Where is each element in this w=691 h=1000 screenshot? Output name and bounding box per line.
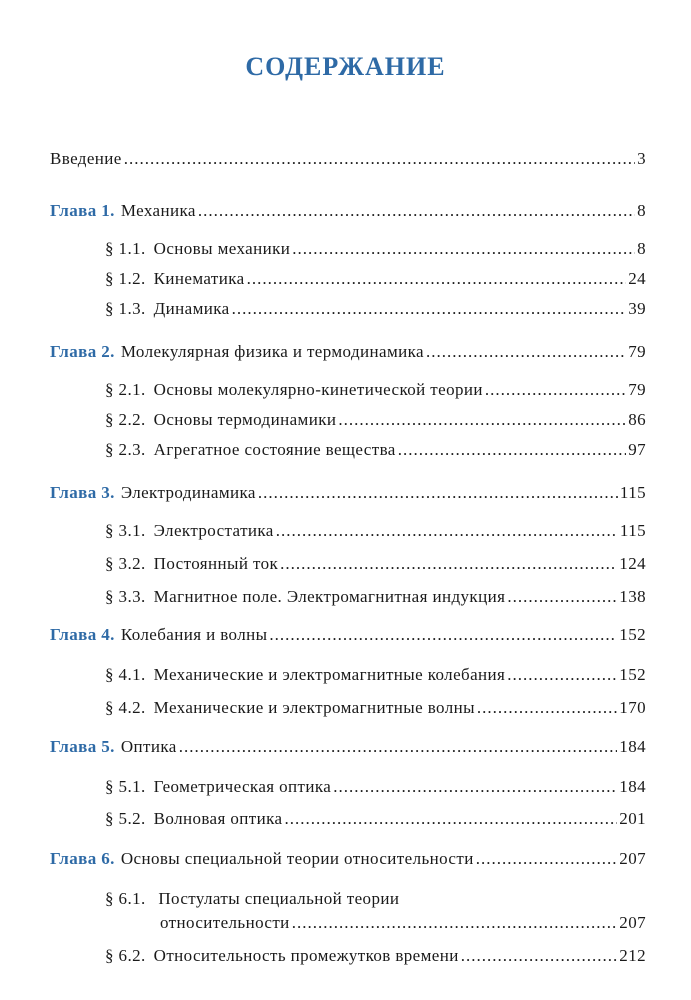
toc-entry-text: Механические и электромагнитные колебания (153, 665, 506, 684)
toc-entry-text: Колебания и волны (120, 625, 268, 644)
toc-entry-text: Постулаты специальной теории (158, 889, 400, 908)
toc-entry-text: Молекулярная физика и термодинамика (120, 342, 424, 361)
dot-leader (477, 697, 617, 719)
toc-section-3-2[interactable] (105, 553, 646, 575)
section-number: § 2.1. (105, 380, 146, 399)
toc-section-6-1-continued[interactable] (160, 912, 646, 934)
toc-section-5-2[interactable] (105, 808, 646, 830)
dot-leader (232, 298, 627, 320)
toc-entry-text: Электродинамика (120, 483, 256, 502)
page-title: СОДЕРЖАНИЕ (245, 52, 446, 81)
dot-leader (284, 808, 617, 830)
chapter-label: Глава 1. (50, 201, 115, 220)
toc-page-number: 3 (637, 149, 646, 168)
dot-leader (247, 268, 627, 290)
toc-chapter-4[interactable] (50, 624, 646, 646)
section-number: § 5.2. (105, 809, 146, 828)
toc-section-2-3[interactable] (105, 439, 646, 461)
toc-page-number: 184 (619, 737, 646, 756)
toc-section-1-1[interactable] (105, 238, 646, 260)
toc-chapter-1[interactable] (50, 200, 646, 222)
toc-entry-text: Относительность промежутков времени (153, 946, 459, 965)
toc-section-5-1[interactable] (105, 776, 646, 798)
dot-leader (124, 148, 635, 170)
section-number: § 6.1. (105, 889, 146, 908)
dot-leader (398, 439, 626, 461)
dot-leader (258, 482, 618, 504)
toc-entry-text: Агрегатное состояние вещества (153, 440, 396, 459)
toc-chapter-3[interactable] (50, 482, 646, 504)
toc-entry-text-line2: относительности (160, 913, 290, 932)
toc-section-4-1[interactable] (105, 664, 646, 686)
toc-page-number: 79 (628, 342, 646, 361)
section-number: § 2.2. (105, 410, 146, 429)
toc-page-number: 97 (628, 440, 646, 459)
toc-page-number: 124 (619, 554, 646, 573)
dot-leader (280, 553, 617, 575)
toc-page-number: 8 (637, 239, 646, 258)
toc-page-number: 86 (628, 410, 646, 429)
toc-entry-text: Волновая оптика (153, 809, 283, 828)
toc-entry-text: Кинематика (153, 269, 245, 288)
dot-leader (292, 238, 635, 260)
dot-leader (338, 409, 626, 431)
chapter-label: Глава 6. (50, 849, 115, 868)
toc-entry-text: Динамика (153, 299, 230, 318)
dot-leader (507, 664, 617, 686)
toc-entry-text: Геометрическая оптика (153, 777, 332, 796)
toc-entry-text: Основы специальной теории относительности (120, 849, 474, 868)
toc-entry-text: Механика (120, 201, 196, 220)
dot-leader (198, 200, 635, 222)
toc-section-3-1[interactable] (105, 520, 646, 542)
toc-entry-text: Оптика (120, 737, 177, 756)
toc-page-number: 115 (619, 483, 646, 502)
toc-page-number: 8 (637, 201, 646, 220)
toc-section-1-3[interactable] (105, 298, 646, 320)
section-number: § 4.2. (105, 698, 146, 717)
dot-leader (333, 776, 617, 798)
chapter-label: Глава 4. (50, 625, 115, 644)
toc-entry-text: Постоянный ток (153, 554, 279, 573)
section-number: § 1.3. (105, 299, 146, 318)
dot-leader (276, 520, 618, 542)
chapter-label: Глава 3. (50, 483, 115, 502)
toc-page-number: 39 (628, 299, 646, 318)
toc-page-number: 170 (619, 698, 646, 717)
toc-entry-text: Магнитное поле. Электромагнитная индукция (153, 587, 506, 606)
dot-leader (426, 341, 626, 363)
toc-entry-text: Механические и электромагнитные волны (153, 698, 475, 717)
toc-page-number: 138 (619, 587, 646, 606)
section-number: § 4.1. (105, 665, 146, 684)
section-number: § 6.2. (105, 946, 146, 965)
toc-section-4-2[interactable] (105, 697, 646, 719)
toc-section-6-2[interactable] (105, 945, 646, 967)
toc-page-number: 79 (628, 380, 646, 399)
dot-leader (269, 624, 617, 646)
section-number: § 3.1. (105, 521, 146, 540)
toc-chapter-5[interactable] (50, 736, 646, 758)
toc-section-2-1[interactable] (105, 379, 646, 401)
toc-entry-intro[interactable] (50, 148, 646, 170)
toc-section-3-3[interactable] (105, 586, 646, 608)
section-number: § 2.3. (105, 440, 146, 459)
toc-page-number: 152 (619, 665, 646, 684)
toc-chapter-6[interactable] (50, 848, 646, 870)
dot-leader (292, 912, 618, 934)
toc-entry-text: Введение (50, 149, 122, 168)
toc-page-number: 115 (619, 521, 646, 540)
toc-entry-text: Основы механики (153, 239, 291, 258)
chapter-label: Глава 5. (50, 737, 115, 756)
toc-entry-text: Электростатика (153, 521, 274, 540)
chapter-label: Глава 2. (50, 342, 115, 361)
toc-page-number: 207 (619, 849, 646, 868)
dot-leader (476, 848, 618, 870)
toc-page-number: 207 (619, 913, 646, 932)
dot-leader (179, 736, 618, 758)
toc-section-2-2[interactable] (105, 409, 646, 431)
section-number: § 1.2. (105, 269, 146, 288)
toc-section-1-2[interactable] (105, 268, 646, 290)
toc-page-number: 152 (619, 625, 646, 644)
toc-page-number: 201 (619, 809, 646, 828)
dot-leader (461, 945, 618, 967)
dot-leader (507, 586, 617, 608)
dot-leader (485, 379, 626, 401)
toc-page-number: 184 (619, 777, 646, 796)
section-number: § 3.3. (105, 587, 146, 606)
section-number: § 5.1. (105, 777, 146, 796)
toc-entry-text: Основы молекулярно-кинетической теории (153, 380, 483, 399)
section-number: § 3.2. (105, 554, 146, 573)
toc-chapter-2[interactable] (50, 341, 646, 363)
toc-page-number: 24 (628, 269, 646, 288)
toc-entry-text: Основы термодинамики (153, 410, 337, 429)
toc-section-6-1[interactable] (105, 888, 399, 910)
section-number: § 1.1. (105, 239, 146, 258)
toc-page-number: 212 (619, 946, 646, 965)
